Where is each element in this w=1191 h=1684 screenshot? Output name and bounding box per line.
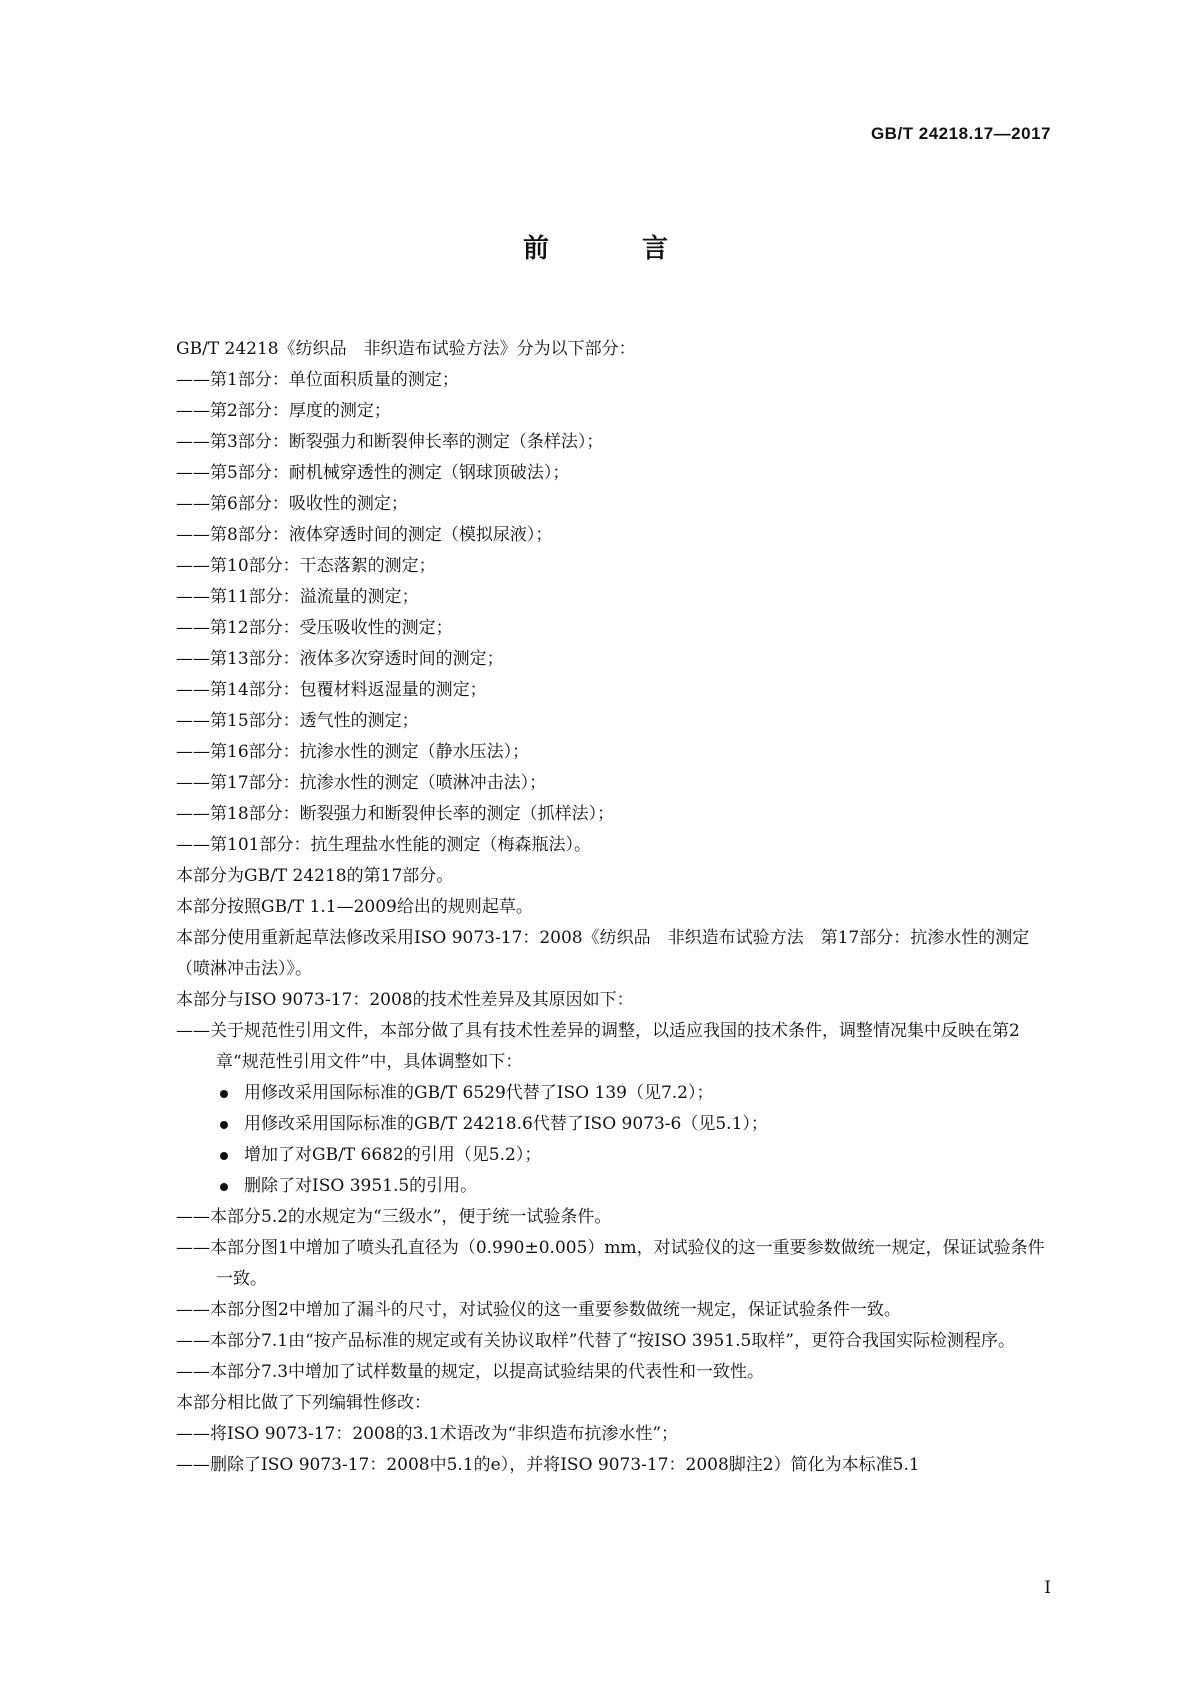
list-item: ——第10部分：干态落絮的测定；	[176, 556, 436, 576]
bullet-text: 用修改采用国际标准的GB/T 24218.6代替了ISO 9073-6（见5.1）；	[244, 1114, 768, 1134]
list-item: ——第1部分：单位面积质量的测定；	[176, 370, 459, 390]
list-item: ——第16部分：抗渗水性的测定（静水压法）；	[176, 742, 530, 762]
list-item: ——第8部分：液体穿透时间的测定（模拟尿液）；	[176, 525, 553, 545]
difference-item: ——本部分5.2的水规定为“三级水”，便于统一试验条件。	[176, 1207, 612, 1227]
list-item: ——第13部分：液体多次穿透时间的测定；	[176, 649, 504, 669]
paragraph: 本部分与ISO 9073-17：2008的技术性差异及其原因如下：	[176, 990, 634, 1010]
list-item: ——第3部分：断裂强力和断裂伸长率的测定（条样法）；	[176, 432, 604, 452]
bullet-item	[176, 1140, 1056, 1171]
list-item: ——第18部分：断裂强力和断裂伸长率的测定（抓样法）；	[176, 804, 615, 824]
bullet-item	[176, 1171, 1056, 1202]
bullet-item	[176, 1078, 1056, 1109]
bullet-text: 增加了对GB/T 6682的引用（见5.2）；	[244, 1145, 542, 1165]
bullet-text: 用修改采用国际标准的GB/T 6529代替了ISO 139（见7.2）；	[244, 1083, 714, 1103]
list-item: ——第15部分：透气性的测定；	[176, 711, 419, 731]
paragraph: 本部分相比做了下列编辑性修改：	[176, 1393, 431, 1413]
bullet-icon	[220, 1090, 228, 1098]
list-item: ——第5部分：耐机械穿透性的测定（钢球顶破法）；	[176, 463, 570, 483]
bullet-icon	[220, 1152, 228, 1160]
bullet-icon	[220, 1121, 228, 1129]
bullet-item	[176, 1109, 1056, 1140]
list-item: ——第14部分：包覆材料返湿量的测定；	[176, 680, 487, 700]
edit-item: ——删除了ISO 9073-17：2008中5.1的e），并将ISO 9073-17：2008脚注2）简化为本标准5.1	[176, 1455, 920, 1475]
document-body	[176, 334, 1056, 1481]
bullet-icon	[220, 1183, 228, 1191]
difference-item: ——本部分图2中增加了漏斗的尺寸，对试验仪的这一重要参数做统一规定，保证试验条件一致。	[176, 1300, 901, 1320]
list-item: ——第17部分：抗渗水性的测定（喷淋冲击法）；	[176, 773, 547, 793]
difference-item: ——本部分7.3中增加了试样数量的规定，以提高试验结果的代表性和一致性。	[176, 1362, 765, 1382]
page-number: I	[1044, 1578, 1051, 1598]
difference-item: ——关于规范性引用文件，本部分做了具有技术性差异的调整，以适应我国的技术条件，调整情况集中反映在第2章“规范性引用文件”中，具体调整如下：	[176, 1021, 1020, 1072]
list-item: ——第12部分：受压吸收性的测定；	[176, 618, 453, 638]
list-item: ——第2部分：厚度的测定；	[176, 401, 391, 421]
difference-item: ——本部分7.1由“按产品标准的规定或有关协议取样”代替了“按ISO 3951.5取样”，更符合我国实际检测程序。	[176, 1331, 1015, 1351]
intro-paragraph: GB/T 24218《纺织品 非织造布试验方法》分为以下部分：	[176, 339, 636, 359]
list-item: ——第6部分：吸收性的测定；	[176, 494, 408, 514]
edit-item: ——将ISO 9073-17：2008的3.1术语改为“非织造布抗渗水性”；	[176, 1424, 679, 1444]
standard-code: GB/T 24218.17—2017	[870, 124, 1051, 143]
paragraph: 本部分使用重新起草法修改采用ISO 9073-17：2008《纺织品 非织造布试验方法 第17部分：抗渗水性的测定（喷淋冲击法）》。	[176, 928, 1030, 979]
difference-item: ——本部分图1中增加了喷头孔直径为（0.990±0.005）mm，对试验仪的这一重要参数做统一规定，保证试验条件一致。	[176, 1238, 1045, 1289]
list-item: ——第11部分：溢流量的测定；	[176, 587, 419, 607]
list-item: ——第101部分：抗生理盐水性能的测定（梅森瓶法）。	[176, 835, 591, 855]
page-title: 前 言	[522, 234, 711, 264]
paragraph: 本部分为GB/T 24218的第17部分。	[176, 866, 454, 886]
paragraph: 本部分按照GB/T 1.1—2009给出的规则起草。	[176, 897, 533, 917]
bullet-text: 删除了对ISO 3951.5的引用。	[244, 1176, 478, 1196]
